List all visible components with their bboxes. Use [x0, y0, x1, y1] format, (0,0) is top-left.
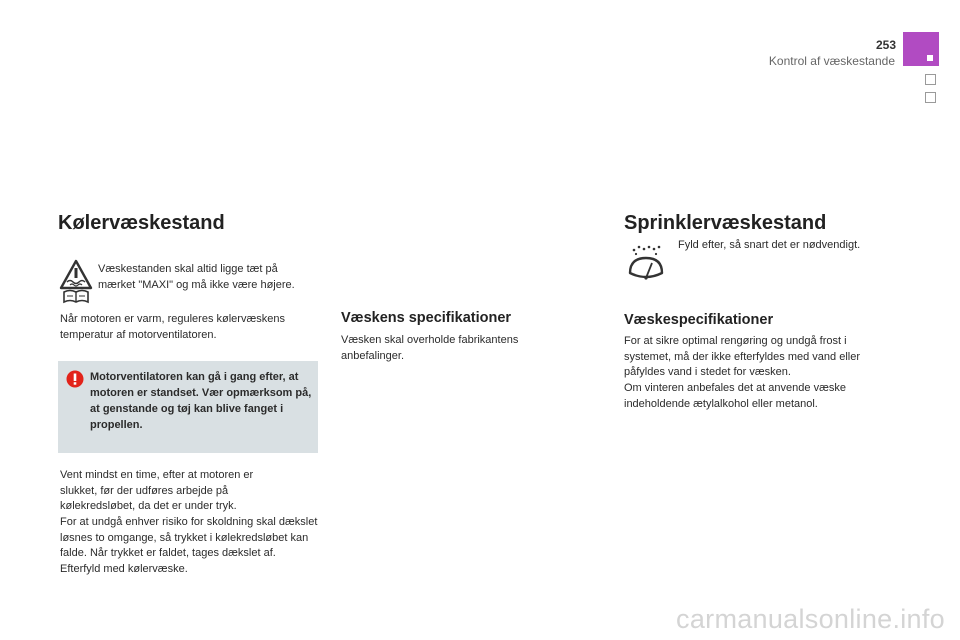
coolant-level-text: Væskestanden skal altid ligge tæt på mærket "MAXI" og må ikke være højere.: [98, 263, 295, 291]
hot-engine-text: Når motoren er varm, reguleres kølervæskens temperatur af motorventilatoren.: [60, 313, 285, 341]
watermark: carmanualsonline.info: [676, 604, 945, 634]
chapter-tab-empty[interactable]: [925, 92, 936, 103]
exclamation-icon: [66, 370, 84, 388]
cooldown-text: Vent mindst en time, efter at motoren er slukket, før der udføres arbejde på kølekredsløbet, da det er under tryk.: [60, 469, 254, 512]
coolant-title: Kølervæskestand: [58, 212, 225, 234]
fan-warning-text: Motorventilatoren kan gå i gang efter, at motoren er standset. Vær opmærksom på, at genstande og tøj kan blive fanget i propellen.: [90, 371, 312, 431]
chapter-tab[interactable]: [903, 32, 939, 66]
windscreen-washer-icon: [624, 241, 668, 285]
washer-title: Sprinklervæskestand: [624, 212, 827, 234]
washer-level-text: Fyld efter, så snart det er nødvendigt.: [678, 239, 861, 251]
washer-spec-text-2: Om vinteren anbefales det at anvende væske indeholdende ætylalkohol eller metanol.: [624, 382, 846, 410]
washer-spec-text-1: For at sikre optimal rengøring og undgå frost i systemet, må der ikke efterfyldes med vand eller påfyldes vand i stedet for væsken.: [624, 335, 860, 378]
fluid-spec-text: Væsken skal overholde fabrikantens anbefalinger.: [341, 334, 519, 362]
cap-removal-text: For at undgå enhver risiko for skoldning skal dækslet løsnes to omgange, så trykket i kølekredsløbet kan falde. Når trykket er faldet, tages dækslet af. Efterfyld med kølervæske.: [60, 516, 318, 575]
section-title: Kontrol af væskestande: [768, 54, 895, 68]
coolant-warning-icon: [58, 258, 94, 306]
fluid-spec-title: Væskens specifikationer: [341, 310, 512, 326]
chapter-tab-marker: [927, 55, 933, 61]
page-number: 253: [875, 38, 896, 52]
chapter-tab-empty[interactable]: [925, 74, 936, 85]
washer-spec-title: Væskespecifikationer: [624, 312, 774, 328]
